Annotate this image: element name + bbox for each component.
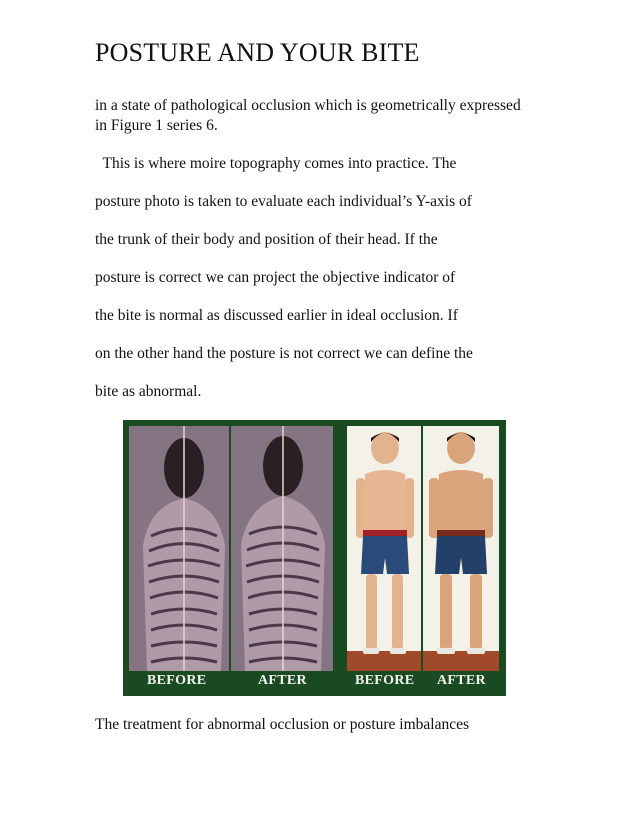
paragraph-line: on the other hand the posture is not correct we can define the bbox=[95, 345, 473, 362]
paragraph-line: the trunk of their body and position of their head. If the bbox=[95, 231, 438, 248]
paragraph-line: the bite is normal as discussed earlier in ideal occlusion. If bbox=[95, 307, 458, 324]
paragraph-line: posture photo is taken to evaluate each individual’s Y-axis of bbox=[95, 193, 472, 210]
child-posture-after-image bbox=[423, 426, 499, 671]
moire-back-after-image bbox=[231, 426, 333, 671]
paragraph-line: bite as abnormal. bbox=[95, 383, 202, 400]
moire-back-before-image bbox=[129, 426, 229, 671]
child-posture-before-image bbox=[347, 426, 421, 671]
posture-figure bbox=[123, 420, 506, 696]
intro-text: in a state of pathological occlusion which is geometrically expressed in Figure 1 series 6. bbox=[95, 97, 521, 134]
caption-before-photo: BEFORE bbox=[355, 673, 415, 688]
caption-after-moire: AFTER bbox=[258, 673, 307, 688]
caption-after-photo: AFTER bbox=[437, 673, 486, 688]
caption-before-moire: BEFORE bbox=[147, 673, 207, 688]
paragraph-line: This is where moire topography comes into practice. The bbox=[95, 155, 457, 172]
paragraph-line: posture is correct we can project the objective indicator of bbox=[95, 269, 456, 286]
page-title: POSTURE AND YOUR BITE bbox=[95, 38, 420, 67]
footer-text: The treatment for abnormal occlusion or posture imbalances bbox=[95, 716, 470, 733]
